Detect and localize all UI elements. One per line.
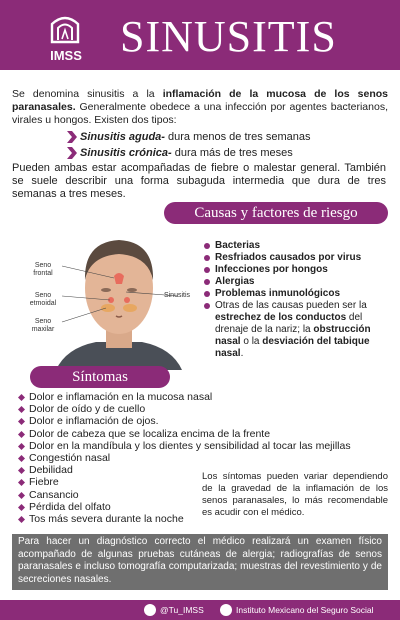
chevron-right-icon	[66, 147, 77, 159]
list-item	[18, 452, 368, 464]
causes-heading: Causas y factores de riesgo	[164, 202, 388, 224]
bullet-dot	[204, 255, 210, 261]
intro-definition: inflamación de la mucosa de los senos paranasales.	[12, 88, 389, 113]
diamond-bullet-icon	[18, 504, 25, 511]
logo-text: IMSS	[50, 48, 82, 63]
causes-list	[204, 240, 390, 360]
bullet-dot	[204, 243, 210, 249]
bullet-dot	[204, 267, 210, 273]
list-item	[18, 403, 368, 415]
bullet-dot	[204, 291, 210, 297]
list-item	[204, 288, 390, 300]
diamond-bullet-icon	[18, 406, 25, 413]
label-ethmoid-sinus: Seno etmoidal	[29, 292, 57, 307]
twitter-icon	[144, 604, 156, 616]
symptom-text: Pérdida del olfato	[29, 500, 111, 513]
diamond-bullet-icon	[18, 431, 25, 438]
symptom-text: Dolor e inflamación de ojos.	[29, 415, 159, 428]
label-frontal-sinus: Seno frontal	[33, 262, 53, 277]
list-item	[204, 264, 390, 276]
bullet-dot	[204, 303, 210, 309]
list-item	[18, 428, 368, 440]
imss-eagle-icon	[48, 12, 82, 46]
diamond-bullet-icon	[18, 516, 25, 523]
list-item	[204, 252, 390, 264]
cause-text: Infecciones por hongos	[215, 264, 328, 275]
diagnosis-box: Para hacer un diagnóstico correcto el médico realizará un examen físico acompañado de algunas pruebas cutáneas de alergia; radiografías de senos paranasales e incluso tomografía computarizada; muestras del revestimiento y de secreciones nasales.	[12, 534, 388, 590]
cause-text: Resfriados causados por virus	[215, 252, 362, 263]
cause-text: o la	[240, 336, 263, 347]
page-title: SINUSITIS	[120, 12, 337, 61]
cause-emphasis: estrechez de los conductos	[215, 312, 347, 323]
diamond-bullet-icon	[18, 418, 25, 425]
type-description: dura menos de tres semanas	[164, 131, 311, 143]
list-item	[18, 440, 368, 452]
symptoms-heading: Síntomas	[30, 366, 170, 388]
cause-text: Otras de las causas pueden ser la	[215, 300, 367, 311]
cause-text: .	[240, 348, 244, 359]
label-sinusitis: Sinusitis	[163, 292, 191, 299]
type-chronic	[66, 145, 386, 161]
diamond-bullet-icon	[18, 443, 25, 450]
bullet-dot	[204, 279, 210, 285]
diamond-bullet-icon	[18, 467, 25, 474]
symptom-text: Dolor en la mandíbula y los dientes y sensibilidad al tocar las mejillas	[29, 439, 351, 452]
imss-logo	[42, 12, 90, 68]
intro-text-start: Se denomina sinusitis a la	[12, 88, 163, 100]
cause-text: Problemas inmunológicos	[215, 288, 341, 299]
symptom-text: Debilidad	[29, 464, 73, 477]
intro-paragraph	[12, 88, 388, 127]
facebook-icon	[220, 604, 232, 616]
diamond-bullet-icon	[18, 479, 25, 486]
diamond-bullet-icon	[18, 492, 25, 499]
cause-text: Bacterias	[215, 240, 261, 251]
symptom-text: Cansancio	[29, 488, 79, 501]
label-maxillary-sinus: Seno maxilar	[31, 318, 55, 333]
symptom-text: Fiebre	[29, 476, 59, 489]
list-item	[204, 276, 390, 288]
diamond-bullet-icon	[18, 455, 25, 462]
type-name: Sinusitis crónica-	[80, 147, 172, 159]
cause-emphasis: obstrucción nasal	[215, 324, 371, 347]
list-item	[204, 240, 390, 252]
cause-emphasis: desviación del tabique nasal	[215, 336, 370, 359]
symptoms-note: Los síntomas pueden variar dependiendo de la gravedad de la inflamación de los senos paranasales, lo más recomendable es acudir con el médico.	[202, 471, 388, 518]
type-acute	[66, 129, 386, 145]
facebook-page-link[interactable]: Instituto Mexicano del Seguro Social	[236, 605, 374, 615]
list-item	[18, 391, 368, 403]
symptom-text: Congestión nasal	[29, 452, 111, 465]
type-name: Sinusitis aguda-	[80, 131, 165, 143]
symptom-text: Dolor de oído y de cuello	[29, 403, 146, 416]
cause-text: del drenaje de la nariz; la	[215, 312, 363, 335]
subacute-paragraph: Pueden ambas estar acompañadas de fiebre o malestar general. También se suele describir una forma subaguda intermedia que dura de tres semanas a tres meses.	[12, 162, 386, 200]
twitter-handle-link[interactable]: @Tu_IMSS	[160, 605, 204, 615]
face-illustration	[56, 230, 182, 370]
type-description: dura más de tres meses	[171, 147, 293, 159]
cause-text: Alergias	[215, 276, 255, 287]
list-item	[18, 415, 368, 427]
symptom-text: Dolor e inflamación en la mucosa nasal	[29, 391, 213, 403]
diamond-bullet-icon	[18, 394, 25, 401]
symptom-text: Dolor de cabeza que se localiza encima de la frente	[29, 427, 271, 440]
intro-text-end: Generalmente obedece a una infección por agentes bacterianos, virales u hongos. Existen dos tipos:	[12, 101, 388, 126]
list-item-other-causes	[204, 300, 390, 360]
footer-bar	[0, 600, 400, 620]
sinusitis-types	[66, 129, 386, 161]
header-banner	[0, 0, 400, 70]
chevron-right-icon	[66, 131, 77, 143]
symptom-text: Tos más severa durante la noche	[29, 513, 184, 526]
